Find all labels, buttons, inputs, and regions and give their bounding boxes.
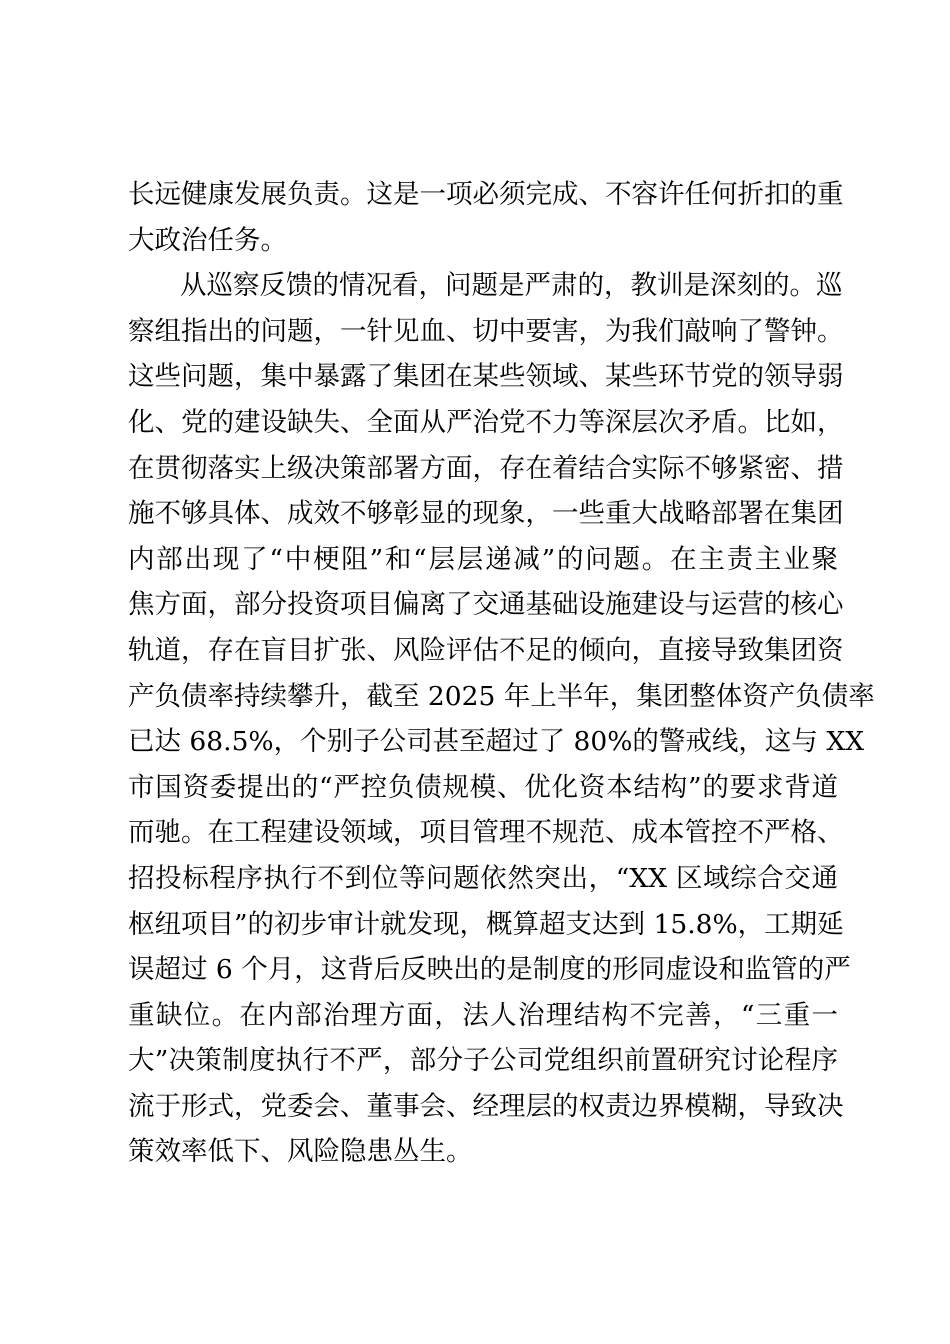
- text-line: 察组指出的问题，一针见血、切中要害，为我们敲响了警钟。: [128, 315, 844, 347]
- text-line: 枢纽项目”的初步审计就发现，概算超支达到 15.8%，工期延: [128, 908, 844, 940]
- text-line: 产负债率持续攀升，截至 2025 年上半年，集团整体资产负债率: [128, 680, 875, 712]
- text-line: 大政治任务。: [128, 224, 287, 256]
- text-line: 策效率低下、风险隐患丛生。: [128, 1136, 473, 1168]
- text-line: 这些问题，集中暴露了集团在某些领域、某些环节党的领导弱: [128, 361, 844, 393]
- text-line: 化、党的建设缺失、全面从严治党不力等深层次矛盾。比如，: [128, 406, 844, 438]
- text-line: 流于形式，党委会、董事会、经理层的权责边界模糊，导致决: [128, 1090, 844, 1122]
- text-line: 从巡察反馈的情况看，问题是严肃的，教训是深刻的。巡: [180, 270, 843, 302]
- text-line: 在贯彻落实上级决策部署方面，存在着结合实际不够紧密、措: [128, 452, 844, 484]
- text-line: 招投标程序执行不到位等问题依然突出，“XX 区域综合交通: [128, 862, 838, 894]
- text-line: 误超过 6 个月，这背后反映出的是制度的形同虚设和监管的严: [128, 954, 851, 986]
- text-line: 长远健康发展负责。这是一项必须完成、不容许任何折扣的重: [128, 179, 844, 210]
- text-line: 已达 68.5%，个别子公司甚至超过了 80%的警戒线，这与 XX: [128, 726, 865, 758]
- body-text: [128, 172, 875, 1175]
- text-line: 焦方面，部分投资项目偏离了交通基础设施建设与运营的核心: [128, 589, 844, 621]
- text-line: 大”决策制度执行不严，部分子公司党组织前置研究讨论程序: [128, 1045, 838, 1077]
- text-line: 重缺位。在内部治理方面，法人治理结构不完善，“三重一: [128, 999, 838, 1031]
- text-line: 施不够具体、成效不够彰显的现象，一些重大战略部署在集团: [128, 498, 844, 530]
- text-line: 而驰。在工程建设领域，项目管理不规范、成本管控不严格、: [128, 817, 844, 849]
- text-line: 轨道，存在盲目扩张、风险评估不足的倾向，直接导致集团资: [128, 634, 844, 666]
- text-line: 市国资委提出的“严控负债规模、优化资本结构”的要求背道: [128, 771, 838, 803]
- text-line: 内部出现了“中梗阻”和“层层递减”的问题。在主责主业聚: [128, 543, 838, 575]
